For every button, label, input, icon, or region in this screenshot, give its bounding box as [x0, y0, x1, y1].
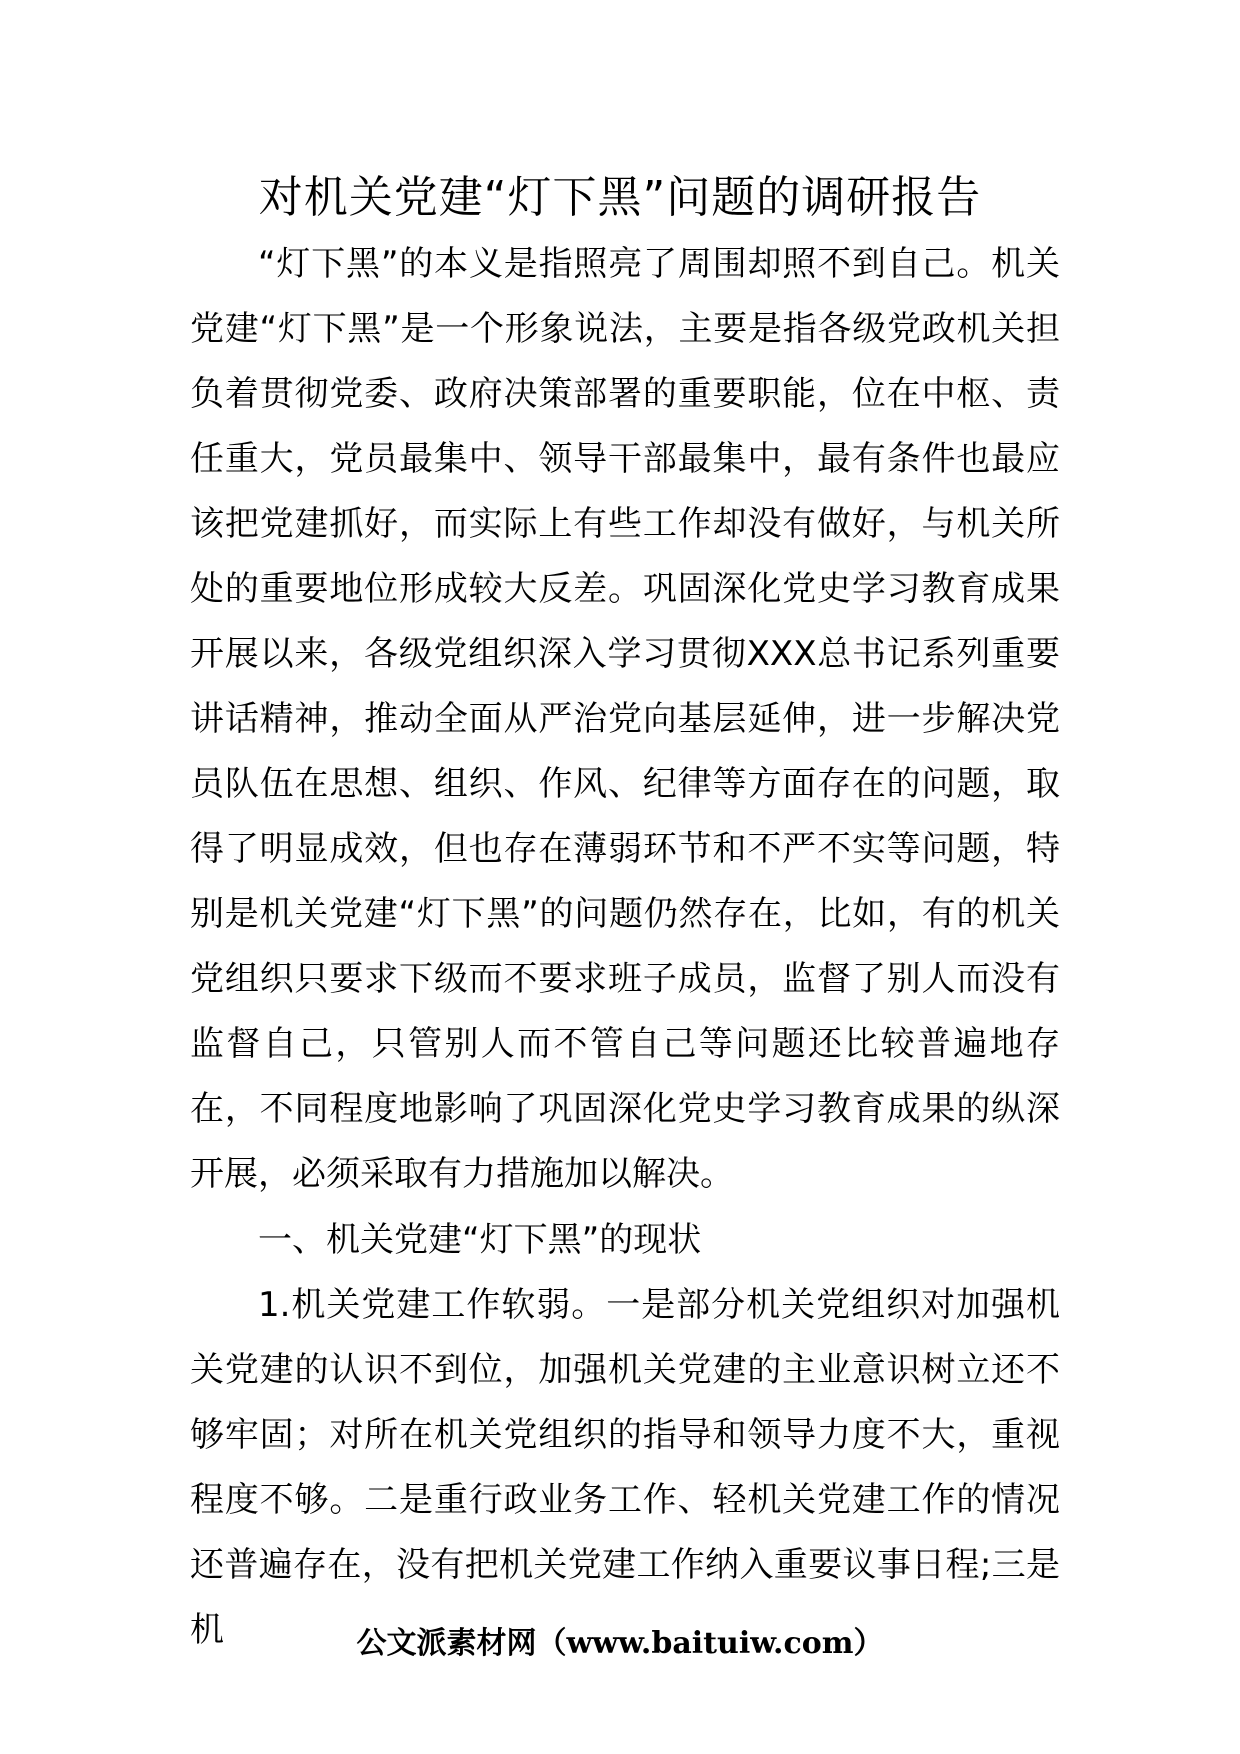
paragraph-intro: “灯下黑”的本义是指照亮了周围却照不到自己。机关党建“灯下黑”是一个形象说法，主要是指各级党政机关担负着贯彻党委、政府决策部署的重要职能，位在中枢、责任重大，党员最集中、领导干部最集中，最有条件也最应该把党建抓好，而实际上有些工作却没有做好，与机关所处的重要地位形成较大反差。巩固深化党史学习教育成果开展以来，各级党组织深入学习贯彻XXX总书记系列重要讲话精神，推动全面从严治党向基层延伸，进一步解决党员队伍在思想、组织、作风、纪律等方面存在的问题，取得了明显成效，但也存在薄弱环节和不严不实等问题，特别是机关党建“灯下黑”的问题仍然存在，比如，有的机关党组织只要求下级而不要求班子成员，监督了别人而没有监督自己，只管别人而不管自己等问题还比较普遍地存在，不同程度地影响了巩固深化党史学习教育成果的纵深开展，必须采取有力措施加以解决。: [190, 244, 1060, 1194]
section-heading-1: 一、机关党建“灯下黑”的现状: [258, 1220, 702, 1260]
footer-watermark: 公文派素材网（www.baituiw.com）: [356, 1626, 884, 1661]
document-title: 对机关党建“灯下黑”问题的调研报告: [258, 172, 982, 223]
paragraph-section-1-item-1: 1.机关党建工作软弱。一是部分机关党组织对加强机关党建的认识不到位，加强机关党建的主业意识树立还不够牢固；对所在机关党组织的指导和领导力度不大，重视程度不够。二是重行政业务工作、轻机关党建工作的情况还普遍存在，没有把机关党建工作纳入重要议事日程;三是机: [190, 1285, 1061, 1650]
